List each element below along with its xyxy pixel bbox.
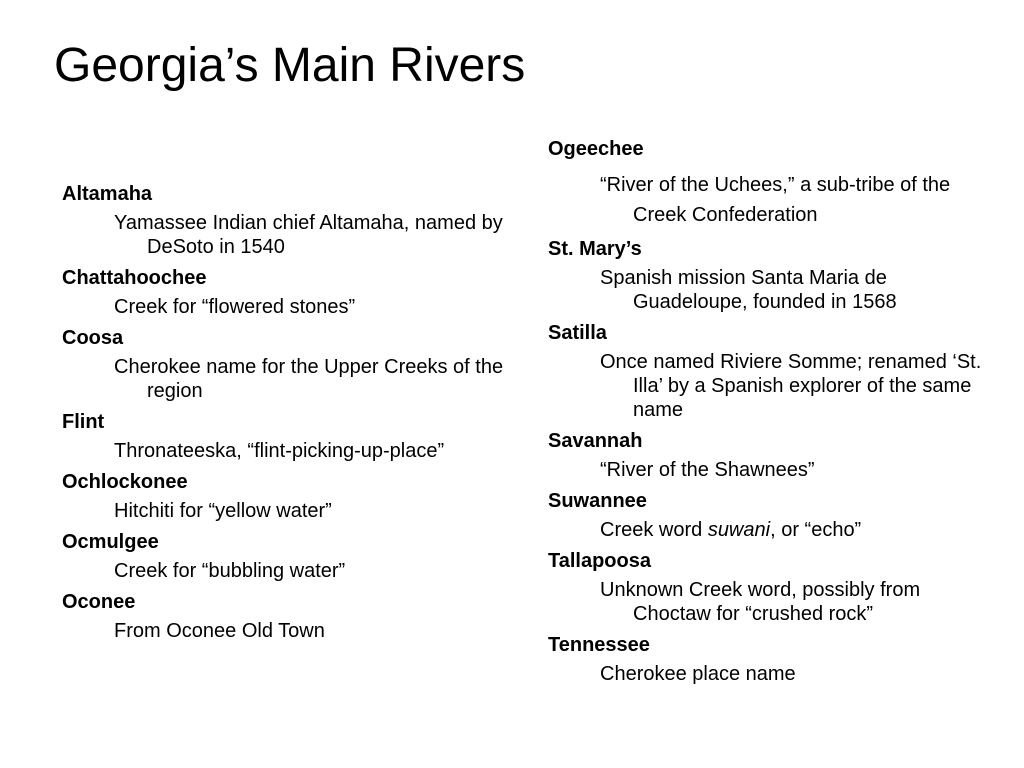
river-entry-suwannee	[548, 488, 998, 542]
river-description: Unknown Creek word, possibly from Choctaw for “crushed rock”	[600, 579, 921, 625]
river-name: Flint	[62, 411, 105, 433]
river-description: Cherokee place name	[600, 663, 796, 685]
river-description: Yamassee Indian chief Altamaha, named by DeSoto in 1540	[114, 212, 503, 258]
river-name: Altamaha	[62, 183, 153, 205]
river-entry-ocmulgee	[62, 529, 512, 583]
river-entry-oconee	[62, 589, 512, 643]
river-name: Coosa	[62, 327, 124, 349]
river-entry-chattahoochee	[62, 265, 512, 319]
river-name: Suwannee	[548, 490, 647, 512]
river-description: Once named Riviere Somme; renamed ‘St. Illa’ by a Spanish explorer of the same name	[600, 351, 982, 421]
river-entry-flint	[62, 409, 512, 463]
river-entry-satilla	[548, 320, 998, 422]
river-description: Spanish mission Santa Maria de Guadeloupe, founded in 1568	[600, 267, 897, 313]
river-description: “River of the Uchees,” a sub-tribe of the Creek Confederation	[600, 174, 951, 226]
left-column	[62, 181, 512, 649]
river-name: Tallapoosa	[548, 550, 651, 572]
river-name: Oconee	[62, 591, 136, 613]
river-entry-ogeechee	[548, 136, 998, 230]
river-description: Creek for “flowered stones”	[114, 296, 356, 318]
river-name: Satilla	[548, 322, 607, 344]
river-entry-coosa	[62, 325, 512, 403]
river-description: “River of the Shawnees”	[600, 459, 815, 481]
river-name: St. Mary’s	[548, 238, 642, 260]
river-entry-ochlockonee	[62, 469, 512, 523]
river-name: Ogeechee	[548, 138, 644, 160]
river-name: Ochlockonee	[62, 471, 188, 493]
river-entry-savannah	[548, 428, 998, 482]
river-description: Thronateeska, “flint-picking-up-place”	[114, 440, 445, 462]
river-entry-st-marys	[548, 236, 998, 314]
river-entry-altamaha	[62, 181, 512, 259]
river-description: Creek for “bubbling water”	[114, 560, 346, 582]
desc-text: Creek word	[600, 519, 708, 541]
desc-text: , or “echo”	[770, 519, 862, 541]
river-description: From Oconee Old Town	[114, 620, 325, 642]
river-entry-tallapoosa	[548, 548, 998, 626]
river-name: Chattahoochee	[62, 267, 207, 289]
river-description	[548, 518, 998, 542]
right-column	[548, 136, 998, 692]
page-title: Georgia’s Main Rivers	[54, 39, 526, 92]
river-description: Hitchiti for “yellow water”	[114, 500, 332, 522]
river-name: Tennessee	[548, 634, 650, 656]
river-entry-tennessee	[548, 632, 998, 686]
river-name: Savannah	[548, 430, 643, 452]
desc-italic-word: suwani	[707, 519, 771, 541]
river-description: Cherokee name for the Upper Creeks of the region	[114, 356, 504, 402]
river-name: Ocmulgee	[62, 531, 159, 553]
